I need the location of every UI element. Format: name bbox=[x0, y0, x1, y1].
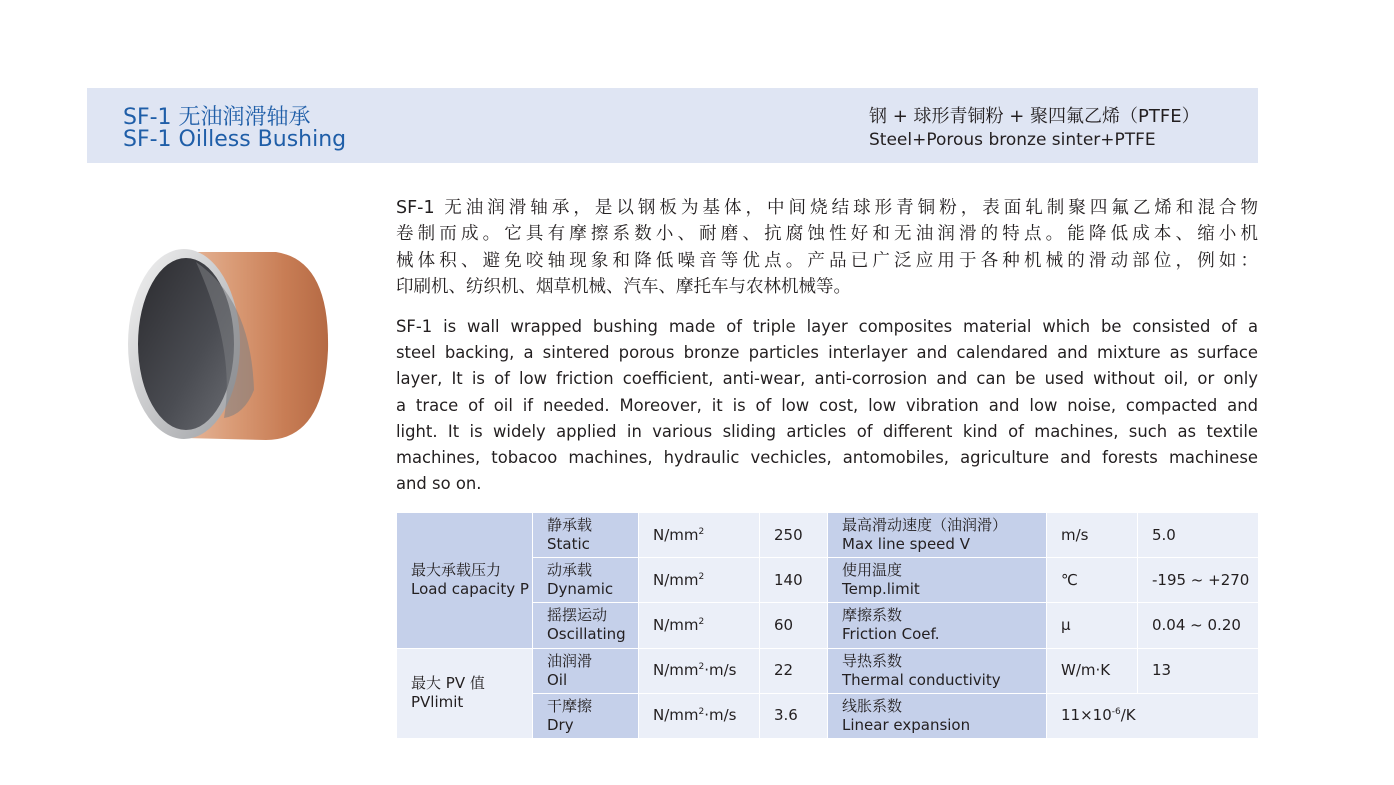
sub-label bbox=[533, 513, 639, 558]
section-header bbox=[87, 88, 1258, 163]
property-label-cn: 线胀系数 bbox=[842, 696, 903, 715]
unit-text: N/mm bbox=[653, 615, 699, 634]
sub-label-cn: 油润滑 bbox=[547, 651, 593, 670]
unit-cell bbox=[639, 648, 760, 693]
property-value: 0.04 ~ 0.20 bbox=[1138, 603, 1259, 648]
property-unit: W/m·K bbox=[1047, 648, 1138, 693]
unit-superscript: 2 bbox=[698, 571, 705, 582]
unit-cell bbox=[639, 693, 760, 738]
sub-label-en: Oil bbox=[547, 670, 568, 689]
unit-cell bbox=[639, 513, 760, 558]
material-english: Steel+Porous bronze sinter+PTFE bbox=[869, 130, 1156, 150]
sub-label-en: Oscillating bbox=[547, 625, 626, 644]
load-capacity-cn: 最大承载压力 bbox=[411, 561, 502, 580]
property-label-cn: 最高滑动速度（油润滑） bbox=[842, 516, 1008, 535]
unit-tail: ·m/s bbox=[704, 661, 737, 680]
description-cn-line: SF-1 无油润滑轴承，是以钢板为基体，中间烧结球形青铜粉，表面轧制聚四氟乙烯和混合物 bbox=[396, 198, 1258, 218]
value-superscript: -6 bbox=[1111, 707, 1121, 718]
property-unit: ℃ bbox=[1047, 558, 1138, 603]
description-en-line: and so on. bbox=[396, 474, 482, 494]
title-chinese: SF-1 无油润滑轴承 bbox=[123, 105, 311, 130]
value-tail: /K bbox=[1120, 706, 1136, 725]
sub-label-cn: 静承载 bbox=[547, 516, 593, 535]
property-value: -195 ~ +270 bbox=[1138, 558, 1259, 603]
property-value: 5.0 bbox=[1138, 513, 1259, 558]
description-cn-line: 印刷机、纺织机、烟草机械、汽车、摩托车与农林机械等。 bbox=[396, 276, 851, 297]
material-chinese: 钢 + 球形青铜粉 + 聚四氟乙烯（PTFE） bbox=[869, 106, 1200, 127]
description-english bbox=[396, 314, 1258, 497]
sub-label-cn: 摇摆运动 bbox=[547, 606, 608, 625]
table-row bbox=[397, 513, 1259, 558]
sub-label-en: Dynamic bbox=[547, 580, 614, 599]
description-cn-line: 械体积、避免咬轴现象和降低噪音等优点。产品已广泛应用于各种机械的滑动部位，例如： bbox=[396, 250, 1258, 271]
description-en-line: a trace of oil if needed. Moreover, it is of low cost, low vibration and low noise, compacted and bbox=[396, 395, 1258, 415]
property-label-cn: 使用温度 bbox=[842, 561, 903, 580]
description-en-line: layer, It is of low friction coefficient, anti-wear, anti-corrosion and can be used without oil, or only bbox=[396, 369, 1258, 389]
sub-label bbox=[533, 648, 639, 693]
unit-cell bbox=[639, 603, 760, 648]
description-cn-line: 卷制而成。它具有摩擦系数小、耐磨、抗腐蚀性好和无油润滑的特点。能降低成本、缩小机 bbox=[396, 224, 1258, 245]
property-label bbox=[828, 648, 1047, 693]
value-base: 11×10 bbox=[1061, 706, 1112, 725]
description-en-line: machines, tobacoo machines, hydraulic vechicles, antomobiles, agriculture and forests machinese bbox=[396, 448, 1258, 468]
sub-label-cn: 干摩擦 bbox=[547, 696, 593, 715]
property-label-en: Friction Coef. bbox=[842, 625, 940, 644]
property-label bbox=[828, 558, 1047, 603]
unit-superscript: 2 bbox=[698, 707, 705, 718]
description-en-line: SF-1 is wall wrapped bushing made of triple layer composites material which be consisted of a bbox=[396, 317, 1258, 336]
sub-label bbox=[533, 603, 639, 648]
property-unit: m/s bbox=[1047, 513, 1138, 558]
description-en-line: light. It is widely applied in various sliding articles of different kind of machines, such as textile bbox=[396, 421, 1258, 441]
description-chinese bbox=[396, 195, 1258, 300]
load-capacity-en: Load capacity P bbox=[411, 580, 529, 599]
table-row bbox=[397, 648, 1259, 693]
spec-table bbox=[396, 512, 1259, 739]
sub-label-cn: 动承载 bbox=[547, 561, 593, 580]
property-label bbox=[828, 693, 1047, 738]
value-cell: 22 bbox=[760, 648, 828, 693]
pv-limit-group-label bbox=[397, 648, 533, 738]
unit-superscript: 2 bbox=[698, 662, 705, 673]
unit-tail: ·m/s bbox=[704, 706, 737, 725]
sub-label-en: Dry bbox=[547, 715, 574, 734]
pv-limit-cn: 最大 PV 值 bbox=[411, 674, 485, 693]
property-value: 13 bbox=[1138, 648, 1259, 693]
load-capacity-group-label bbox=[397, 513, 533, 649]
unit-text: N/mm bbox=[653, 706, 699, 725]
sub-label bbox=[533, 693, 639, 738]
value-cell: 140 bbox=[760, 558, 828, 603]
title-english: SF-1 Oilless Bushing bbox=[123, 127, 347, 152]
value-cell: 60 bbox=[760, 603, 828, 648]
property-unit: μ bbox=[1047, 603, 1138, 648]
property-value bbox=[1047, 693, 1259, 738]
property-label bbox=[828, 603, 1047, 648]
property-label-en: Max line speed V bbox=[842, 535, 970, 554]
property-label-cn: 摩擦系数 bbox=[842, 606, 903, 625]
property-label-cn: 导热系数 bbox=[842, 651, 903, 670]
property-label-en: Linear expansion bbox=[842, 715, 971, 734]
property-label-en: Thermal conductivity bbox=[842, 670, 1001, 689]
pv-limit-en: PVlimit bbox=[411, 693, 464, 712]
bushing-product-image bbox=[126, 240, 330, 446]
unit-text: N/mm bbox=[653, 661, 699, 680]
unit-superscript: 2 bbox=[698, 616, 705, 627]
unit-superscript: 2 bbox=[698, 526, 705, 537]
unit-cell bbox=[639, 558, 760, 603]
unit-text: N/mm bbox=[653, 570, 699, 589]
description-en-line: steel backing, a sintered porous bronze particles interlayer and calendared and mixture as surface bbox=[396, 343, 1258, 363]
property-label bbox=[828, 513, 1047, 558]
value-cell: 3.6 bbox=[760, 693, 828, 738]
unit-text: N/mm bbox=[653, 525, 699, 544]
sub-label bbox=[533, 558, 639, 603]
value-cell: 250 bbox=[760, 513, 828, 558]
property-label-en: Temp.limit bbox=[842, 580, 920, 599]
sub-label-en: Static bbox=[547, 535, 590, 554]
